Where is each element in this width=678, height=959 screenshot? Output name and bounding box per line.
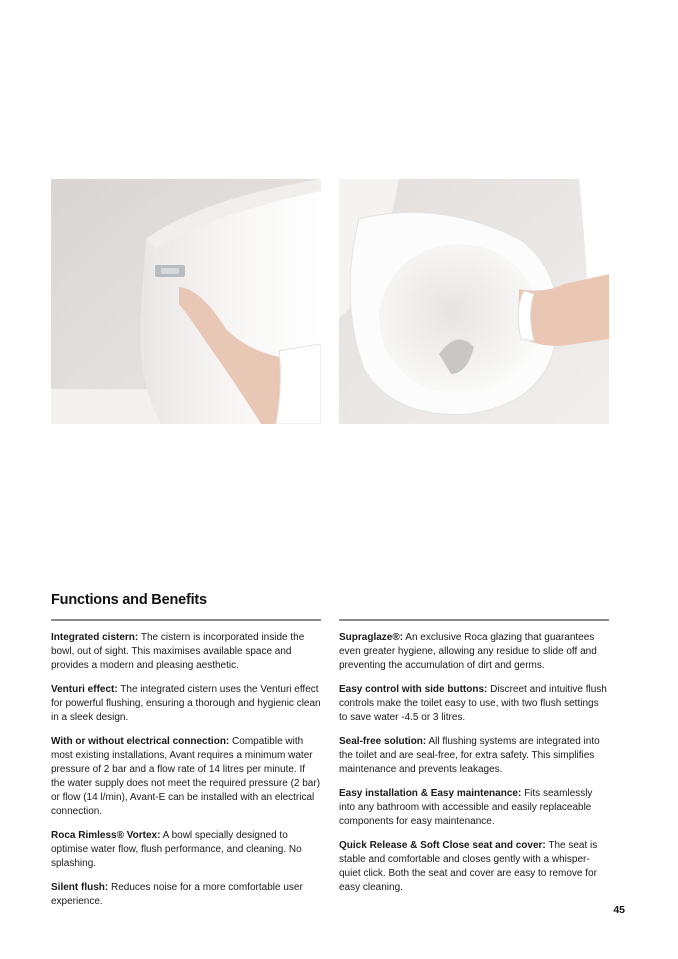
benefit-soft-close-seat [339, 839, 609, 895]
benefit-text: The integrated cistern uses the Venturi effect for powerful flushing, ensuring a thorough and hygienic clean in a sleek design. [51, 684, 321, 723]
benefit-term: Supraglaze®: [339, 632, 404, 643]
benefit-text: Compatible with most existing installations, Avant requires a minimum water pressure of 2 bar and a flow rate of 14 litres per minute. If the water supply does not meet the required pressure (2 bar) or flow (14 l/min), Avant-E can be installed with an electrical connection. [51, 736, 321, 817]
photo-rimless-bowl [339, 179, 609, 424]
benefit-rimless-vortex [51, 829, 321, 871]
benefit-term: Venturi effect: [51, 684, 118, 695]
benefit-text: Discreet and intuitive flush controls make the toilet easy to use, with two flush settings to save water -4.5 or 3 litres. [339, 684, 607, 723]
benefit-text: An exclusive Roca glazing that guarantees even greater hygiene, allowing any residue to slide off and preventing the accumulation of dirt and germs. [339, 632, 597, 671]
benefit-side-buttons [339, 683, 609, 725]
benefit-term: Quick Release & Soft Close seat and cover: [339, 840, 546, 851]
benefit-text: All flushing systems are integrated into the toilet and are seal-free, for extra safety. This simplifies maintenance and prevents leakages. [339, 736, 600, 775]
photo-flush-button [51, 179, 321, 424]
benefit-seal-free [339, 735, 609, 777]
section-title: Functions and Benefits [51, 592, 207, 608]
benefit-text: A bowl specially designed to optimise water flow, flush performance, and cleaning. No splashing. [51, 830, 302, 869]
page-number: 45 [613, 904, 625, 916]
benefit-silent-flush [51, 881, 321, 909]
benefit-term: Seal-free solution: [339, 736, 427, 747]
benefit-supraglaze [339, 631, 609, 673]
benefits-column-left [51, 631, 321, 919]
rimless-bowl-illustration [339, 179, 609, 424]
benefit-term: Silent flush: [51, 882, 109, 893]
benefit-electrical-connection [51, 735, 321, 819]
flush-button-illustration [51, 179, 321, 424]
benefit-term: Easy control with side buttons: [339, 684, 488, 695]
benefit-text: The cistern is incorporated inside the bowl, out of sight. This maximises available space and provides a modern and pleasing aesthetic. [51, 632, 305, 671]
benefit-text: Fits seamlessly into any bathroom with accessible and easily replaceable components for easy maintenance. [339, 788, 593, 827]
section-divider-left [51, 619, 321, 621]
benefit-easy-installation [339, 787, 609, 829]
benefit-venturi-effect [51, 683, 321, 725]
benefit-text: Reduces noise for a more comfortable user experience. [51, 882, 303, 907]
benefit-term: Integrated cistern: [51, 632, 139, 643]
benefit-integrated-cistern [51, 631, 321, 673]
section-divider-right [339, 619, 609, 621]
benefits-column-right [339, 631, 609, 905]
benefit-term: Roca Rimless® Vortex: [51, 830, 161, 841]
benefit-text: The seat is stable and comfortable and closes gently with a whisper-quiet click. Both the seat and cover are easy to remove for easy cleaning. [339, 840, 598, 893]
benefit-term: Easy installation & Easy maintenance: [339, 788, 522, 799]
benefit-term: With or without electrical connection: [51, 736, 230, 747]
